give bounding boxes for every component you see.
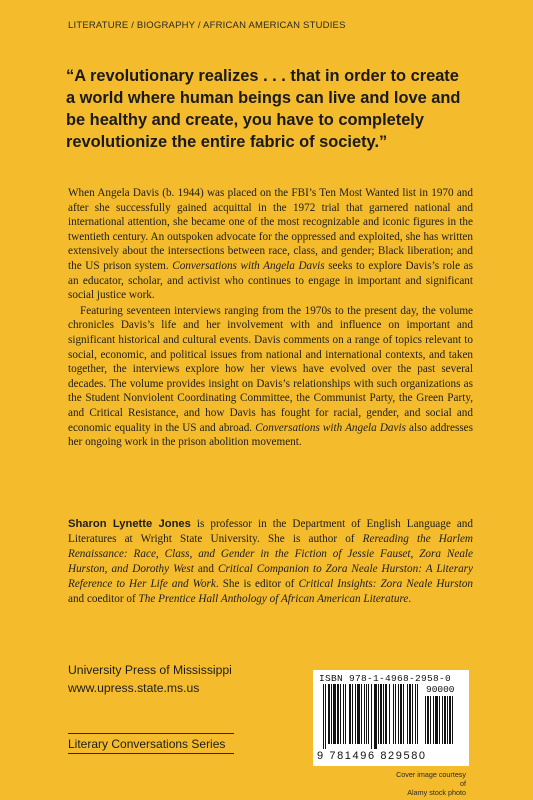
description-text: Featuring seventeen interviews ranging from the 1970s to the present day, the volume chronicles Davis’s life and her involvement with and influence on important and significant historical and cultural events. Davis comments on a range of topics relevant to social, economic, and political issues from national and international contexts, and taken together, the interviews explore how her views have evolved over the past several decades. The volume provides insight on Davis’s relationships with such organizations as the Student Nonviolent Coordinating Committee, the Communist Party, the Green Party, and Critical Resistance, and how Davis has fought for racial, gender, and social and economic equality in the US and abroad.	[68, 304, 473, 434]
bio-text: and coeditor of	[68, 593, 136, 605]
barcode-bar	[393, 684, 394, 744]
book-title: Critical Companion to Zora Neale Hurston: A Literary Reference to Her Life and Work	[68, 563, 474, 590]
barcode-bar	[374, 684, 377, 749]
barcode-bar	[380, 684, 382, 744]
description-text: also addresses her ongoing work in the prison abolition movement.	[68, 421, 474, 449]
barcode-bar	[433, 696, 434, 744]
barcode-bar	[395, 684, 396, 744]
barcode-bar	[368, 684, 369, 744]
barcode-bar	[323, 684, 324, 749]
barcode-bar	[361, 684, 362, 744]
isbn-label: ISBN 978-1-4968-2958-0	[319, 673, 452, 684]
publisher-info	[68, 661, 232, 697]
book-title: Critical Insights: Zora Neale Hurston	[298, 578, 474, 590]
barcode-bar	[383, 684, 384, 744]
book-description	[68, 186, 473, 450]
book-title: Rereading the Harlem Renaissance: Race, Class, and Gender in the Fiction of Jessie Fauset, Zora Neale Hurston, and Dorothy West	[68, 533, 473, 575]
barcode-bar	[378, 684, 379, 744]
quote-line: revolutionize the entire fabric of society.”	[66, 133, 388, 151]
barcode-bar	[442, 696, 443, 744]
barcode-bar	[357, 684, 360, 744]
book-title: The Prentice Hall Anthology of African American Literature	[138, 593, 409, 605]
pull-quote	[66, 65, 486, 153]
category-label: LITERATURE / BIOGRAPHY / AFRICAN AMERICAN STUDIES	[68, 20, 346, 31]
barcode-bar	[400, 684, 402, 744]
barcode-bar	[430, 696, 431, 744]
barcode-bar	[364, 684, 365, 744]
barcode-bar	[409, 684, 411, 744]
description-paragraph	[68, 186, 473, 303]
publisher-name: University Press of Mississippi	[68, 663, 232, 677]
series-name: Literary Conversations Series	[68, 733, 234, 754]
barcode-bar	[325, 684, 326, 749]
quote-line: be healthy and create, you have to completely	[66, 111, 424, 129]
barcode-bar	[403, 684, 404, 744]
addon-barcode	[425, 696, 463, 750]
book-title: Conversations with Angela Davis	[172, 259, 325, 272]
barcode-bar	[352, 684, 353, 744]
barcode-bar	[366, 684, 367, 744]
credit-line: Cover image courtesy of	[396, 770, 466, 788]
bio-text: and	[197, 563, 214, 575]
barcode-bar	[425, 696, 426, 744]
barcode-bar	[398, 684, 399, 744]
barcode-bar	[439, 696, 440, 744]
barcode-bar	[412, 684, 413, 744]
barcode-bar	[427, 696, 429, 744]
credit-line: Alamy stock photo	[407, 788, 466, 797]
author-bio	[68, 517, 473, 607]
description-text: When Angela Davis (b. 1944) was placed on the FBI’s Ten Most Wanted list in 1970 and after she successfully gained acquittal in the 1972 trial that garnered national and international attention, she became one of the most recognizable and iconic figures in the twentieth century. An outspoken advocate for the oppressed and exploited, she has written extensively about the intersections between race, class, and gender; Black liberation; and the US prison system.	[68, 187, 473, 272]
barcode-bar	[449, 696, 451, 744]
barcode-bar	[389, 684, 390, 744]
barcode-bar	[385, 684, 387, 744]
barcode-bar	[343, 684, 344, 744]
barcode-bar	[447, 696, 448, 744]
description-text: seeks to explore Davis’s role as an educator, scholar, and activist who continues to engage in important and significant social justice work.	[68, 259, 473, 302]
barcode-bar	[337, 684, 339, 744]
price-code: 90000	[426, 684, 455, 695]
publisher-url[interactable]: www.upress.state.ms.us	[68, 681, 200, 695]
barcode-bar	[452, 696, 453, 744]
barcode-bar	[340, 684, 341, 744]
bio-text: .	[408, 593, 412, 605]
quote-line: “A revolutionary realizes . . . that in order to create	[66, 67, 459, 85]
barcode-bar	[331, 684, 332, 744]
barcode-panel	[313, 670, 469, 766]
cover-credit	[390, 770, 466, 797]
book-title: Conversations with Angela Davis	[255, 421, 406, 434]
barcode-bar	[415, 684, 416, 744]
description-paragraph	[68, 304, 473, 450]
barcode-bar	[417, 684, 418, 744]
barcode-bar	[435, 696, 438, 744]
quote-line: a world where human beings can live and love and	[66, 89, 461, 107]
bio-text: . She is editor of	[215, 578, 295, 590]
barcode-bar	[371, 684, 372, 749]
barcode-bar	[333, 684, 336, 744]
bio-text: is professor in the Department of English Language and Literatures at Wright State University. She is author of	[68, 518, 473, 545]
barcode-bar	[355, 684, 356, 744]
barcode-bar	[328, 684, 330, 744]
ean-digits: 9 781496 829580	[317, 750, 427, 762]
barcode-bar	[345, 684, 346, 744]
author-name: Sharon Lynette Jones	[68, 518, 191, 530]
barcode-bar	[407, 684, 408, 744]
ean-barcode	[323, 684, 419, 750]
barcode-bar	[444, 696, 446, 744]
barcode-bar	[349, 684, 351, 744]
